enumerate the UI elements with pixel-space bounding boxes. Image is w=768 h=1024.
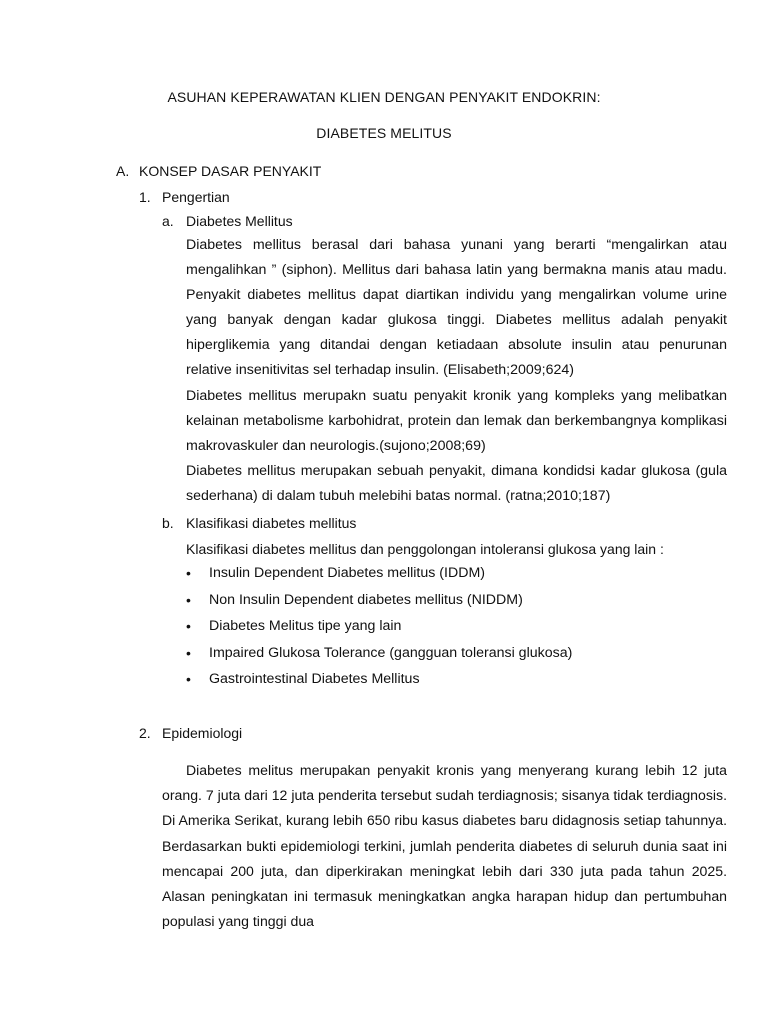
- item-2-marker: 2.: [139, 725, 151, 741]
- bullet-icon: •: [186, 565, 191, 581]
- document-title: ASUHAN KEPERAWATAN KLIEN DENGAN PENYAKIT ENDOKRIN:: [167, 89, 601, 105]
- list-item-text: Gastrointestinal Diabetes Mellitus: [209, 671, 420, 687]
- list-item: [186, 617, 572, 644]
- definition-paragraph: Diabetes mellitus merupakn suatu penyakit kronik yang kompleks yang melibatkan kelainan metabolisme karbohidrat, protein dan lemak dan berkembangnya komplikasi makrovaskuler dan neurologis.(sujono;2008;69): [186, 388, 727, 455]
- item-1a-heading: Diabetes Mellitus: [186, 213, 293, 229]
- epidemiology-paragraph: Diabetes melitus merupakan penyakit kronis yang menyerang kurang lebih 12 juta orang. 7 juta dari 12 juta penderita tersebut sudah terdiagnosis; sisanya tidak terdiagnosis. Di Amerika Serikat, kurang lebih 650 ribu kasus diabetes baru didagnosis setiap tahunnya. Berdasarkan bukti epidemiologi terkini, jumlah penderita diabetes di seluruh dunia saat ini mencapai 200 juta, dan diperkirakan meningkat lebih dari 330 juta pada tahun 2025. Alasan peningkatan ini termasuk meningkatkan angka harapan hidup dan pertumbuhan populasi yang tinggi dua: [162, 762, 727, 930]
- list-item-text: Non Insulin Dependent diabetes mellitus (NIDDM): [209, 591, 523, 608]
- list-item-text: Insulin Dependent Diabetes mellitus (IDDM): [209, 565, 485, 581]
- definition-paragraph: Diabetes mellitus merupakan sebuah penyakit, dimana kondidsi kadar glukosa (gula sederhana) di dalam tubuh melebihi batas normal. (ratna;2010;187): [186, 463, 727, 505]
- list-item-text: Diabetes Melitus tipe yang lain: [209, 618, 402, 634]
- list-item: [186, 564, 572, 591]
- list-item-text: Impaired Glukosa Tolerance (gangguan toleransi glukosa): [209, 644, 573, 661]
- document-subtitle: DIABETES MELITUS: [316, 125, 452, 141]
- item-2-heading: Epidemiologi: [162, 725, 243, 741]
- item-1a-marker: a.: [162, 213, 174, 229]
- list-item: [186, 644, 572, 671]
- list-item: [186, 670, 572, 697]
- bullet-icon: •: [186, 591, 191, 608]
- item-1b-marker: b.: [162, 515, 174, 531]
- definition-paragraph: Diabetes mellitus berasal dari bahasa yunani yang berarti “mengalirkan atau mengalihkan ” (siphon). Mellitus dari bahasa latin yang bermakna manis atau madu. Penyakit diabetes mellitus dapat diartikan individu yang mengalirkan volume urine yang banyak dengan kadar glukosa tinggi. Diabetes mellitus adalah penyakit hiperglikemia yang ditandai dengan ketiadaan absolute insulin atau penurunan relative insenitivitas sel terhadap insulin. (Elisabeth;2009;624): [186, 237, 727, 379]
- bullet-icon: •: [186, 644, 191, 661]
- bullet-icon: •: [186, 618, 191, 634]
- item-1-marker: 1.: [139, 189, 151, 205]
- classification-intro: Klasifikasi diabetes mellitus dan penggolongan intoleransi glukosa yang lain :: [186, 541, 664, 557]
- list-item: [186, 591, 572, 618]
- bullet-icon: •: [186, 671, 191, 687]
- section-a-marker: A.: [116, 163, 130, 179]
- item-1b-heading: Klasifikasi diabetes mellitus: [186, 515, 357, 531]
- section-a-heading: KONSEP DASAR PENYAKIT: [139, 163, 322, 179]
- item-1-heading: Pengertian: [162, 189, 230, 205]
- classification-list: [186, 564, 572, 697]
